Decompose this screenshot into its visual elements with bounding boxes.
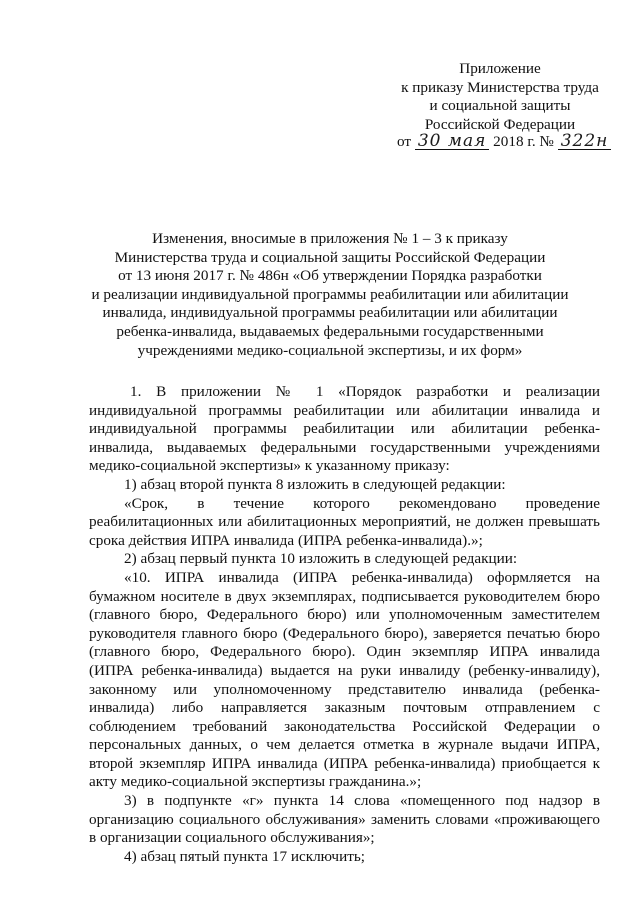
title-line: и реализации индивидуальной программы реабилитации или абилитации [91,285,569,303]
title-line: учреждениями медико-социальной экспертизы, и их форм» [137,341,523,359]
title-line: ребенка-инвалида, выдаваемых федеральными государственными [116,322,544,340]
body-line: «10. ИПРА инвалида (ИПРА ребенка-инвалида) оформляется на [124,568,600,586]
appendix-header [380,60,620,134]
appendix-line: и социальной защиты [429,97,571,114]
body-line: (главного бюро, Федерального бюро). Один экземпляр ИПРА инвалида [89,643,600,661]
body-line: инвалида) либо направляется заказным почтовым отправлением с [89,699,600,717]
body-line: срока действия ИПРА инвалида (ИПРА ребенка-инвалида).»; [89,531,483,549]
body-line: «Срок, в течение которого рекомендовано проведение [124,494,600,512]
body-line: 3) в подпункте «г» пункта 14 слова «помещенного под надзор в [124,792,600,810]
title-line: Министерства труда и социальной защиты Российской Федерации [114,248,546,266]
order-date-line [397,132,611,152]
body-line: медико-социальной экспертизы» к указанному приказу: [89,457,450,475]
body-line: законному или уполномоченному представителю инвалида (ребенка- [89,680,600,698]
body-line: 2) абзац первый пункта 10 изложить в следующей редакции: [124,550,518,568]
body-line: акту медико-социальной экспертизы гражданина.»; [89,773,422,791]
body-line: персональных данных, о чем делается отметка в журнале выдачи ИПРА, [89,736,600,754]
body-line: индивидуальной программы реабилитации или абилитации инвалида и [89,401,600,419]
appendix-line: Приложение [459,60,541,77]
body-line: бумажном носителе в двух экземплярах, подписывается руководителем бюро [89,587,600,605]
body-line: индивидуальной программы реабилитации или абилитации ребенка- [89,420,600,438]
date-prefix: от [397,133,412,150]
document-body [89,383,600,866]
body-line: руководителя главного бюро (Федерального бюро), заверяется печатью бюро [89,624,600,642]
body-line: 4) абзац пятый пункта 17 исключить; [124,847,365,865]
body-line: реабилитационных или абилитационных мероприятий, не должен превышать [89,513,600,531]
handwritten-date: 30 мая [415,133,490,150]
appendix-line: к приказу Министерства труда [401,78,599,96]
body-line: (главного бюро, Федерального бюро) или уполномоченным заместителем [89,606,600,624]
body-line: (ИПРА ребенка-инвалида) выдается на руки инвалиду (ребенку-инвалиду), [89,661,600,679]
title-line: от 13 июня 2017 г. № 486н «Об утверждении Порядка разработки [118,267,542,285]
body-line: соблюдением требований законодательства Российской Федерации о [89,717,600,735]
handwritten-order-number: 322н [558,133,612,150]
document-title [60,230,600,360]
appendix-line: Российской Федерации [424,115,576,133]
body-line: 1) абзац второй пункта 8 изложить в следующей редакции: [124,475,506,493]
body-line: второй экземпляр ИПРА инвалида (ИПРА ребенка-инвалида) приобщается к [89,754,600,772]
body-line: инвалида, выдаваемых федеральными государственными учреждениями [89,438,600,456]
body-line: 1. В приложении № 1 «Порядок разработки и реализации [130,383,600,400]
title-line: Изменения, вносимые в приложения № 1 – 3 к приказу [152,230,508,247]
date-year: 2018 г. № [493,133,554,150]
title-line: инвалида, индивидуальной программы реабилитации или абилитации [102,304,558,322]
body-line: организацию социального обслуживания» заменить словами «проживающего [89,810,600,828]
body-line: в организации социального обслуживания»; [89,829,375,847]
